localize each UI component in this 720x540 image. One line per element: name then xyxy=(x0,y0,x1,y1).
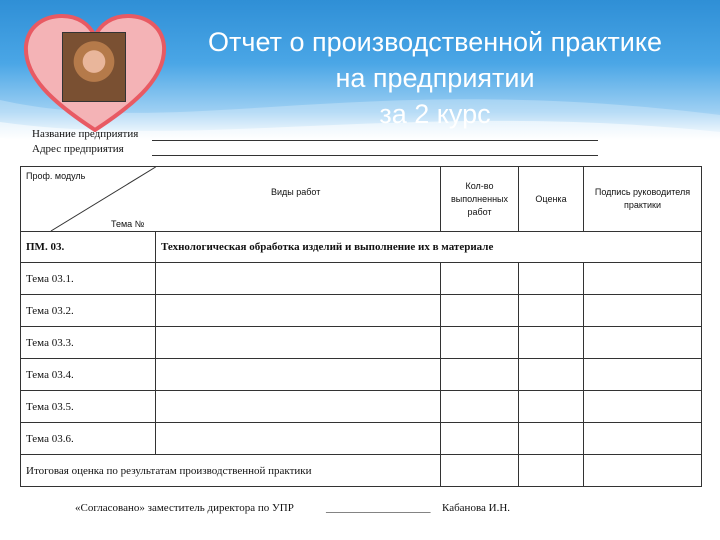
final-signature-cell[interactable] xyxy=(584,455,702,487)
company-address-line[interactable] xyxy=(152,155,598,156)
grade-cell[interactable] xyxy=(519,295,584,327)
company-name-line[interactable] xyxy=(152,140,598,141)
count-header: Кол-во выполненных работ xyxy=(441,167,519,232)
module-title: Технологическая обработка изделий и выполнение их в материале xyxy=(156,232,702,263)
count-cell[interactable] xyxy=(441,295,519,327)
title-line-3: за 2 курс xyxy=(379,99,491,129)
grade-cell[interactable] xyxy=(519,327,584,359)
company-name-label: Название предприятия xyxy=(32,128,139,140)
final-grade-cell[interactable] xyxy=(519,455,584,487)
grade-cell[interactable] xyxy=(519,423,584,455)
signature-cell[interactable] xyxy=(584,391,702,423)
final-grade-label: Итоговая оценка по результатам производственной практики xyxy=(21,455,441,487)
header-diagonal-cell xyxy=(21,167,441,232)
prof-module-label: Проф. модуль xyxy=(26,171,86,181)
signature-header: Подпись руководителя практики xyxy=(584,167,702,232)
grade-header: Оценка xyxy=(519,167,584,232)
table-row xyxy=(21,423,702,455)
count-cell[interactable] xyxy=(441,263,519,295)
signature-cell[interactable] xyxy=(584,295,702,327)
table-row xyxy=(21,359,702,391)
work-cell[interactable] xyxy=(156,391,441,423)
company-address-label: Адрес предприятия xyxy=(32,143,124,155)
work-cell[interactable] xyxy=(156,295,441,327)
signature-line[interactable]: ___________________ xyxy=(326,502,431,514)
tema-number-label: Тема № xyxy=(111,219,145,229)
title-line-2: на предприятии xyxy=(335,63,535,93)
table-row xyxy=(21,295,702,327)
work-cell[interactable] xyxy=(156,327,441,359)
portrait-photo xyxy=(62,32,126,102)
work-types-label: Виды работ xyxy=(271,187,321,197)
table-row xyxy=(21,391,702,423)
title-line-1: Отчет о производственной практике xyxy=(208,27,662,57)
page-title xyxy=(175,24,695,132)
grade-cell[interactable] xyxy=(519,263,584,295)
signature-cell[interactable] xyxy=(584,327,702,359)
count-cell[interactable] xyxy=(441,423,519,455)
agreed-text: «Согласовано» заместитель директора по УПР xyxy=(75,502,294,514)
work-cell[interactable] xyxy=(156,423,441,455)
table-row xyxy=(21,327,702,359)
signature-cell[interactable] xyxy=(584,423,702,455)
signature-cell[interactable] xyxy=(584,359,702,391)
module-code: ПМ. 03. xyxy=(21,232,156,263)
topic-label: Тема 03.5. xyxy=(21,391,156,423)
report-table xyxy=(20,166,702,487)
grade-cell[interactable] xyxy=(519,359,584,391)
count-cell[interactable] xyxy=(441,359,519,391)
signer-name: Кабанова И.Н. xyxy=(442,502,511,514)
topic-label: Тема 03.4. xyxy=(21,359,156,391)
work-cell[interactable] xyxy=(156,359,441,391)
topic-label: Тема 03.3. xyxy=(21,327,156,359)
signature-cell[interactable] xyxy=(584,263,702,295)
topic-label: Тема 03.2. xyxy=(21,295,156,327)
table-row xyxy=(21,263,702,295)
topic-label: Тема 03.1. xyxy=(21,263,156,295)
final-count-cell[interactable] xyxy=(441,455,519,487)
final-grade-row xyxy=(21,455,702,487)
count-cell[interactable] xyxy=(441,391,519,423)
grade-cell[interactable] xyxy=(519,391,584,423)
topic-label: Тема 03.6. xyxy=(21,423,156,455)
count-cell[interactable] xyxy=(441,327,519,359)
work-cell[interactable] xyxy=(156,263,441,295)
